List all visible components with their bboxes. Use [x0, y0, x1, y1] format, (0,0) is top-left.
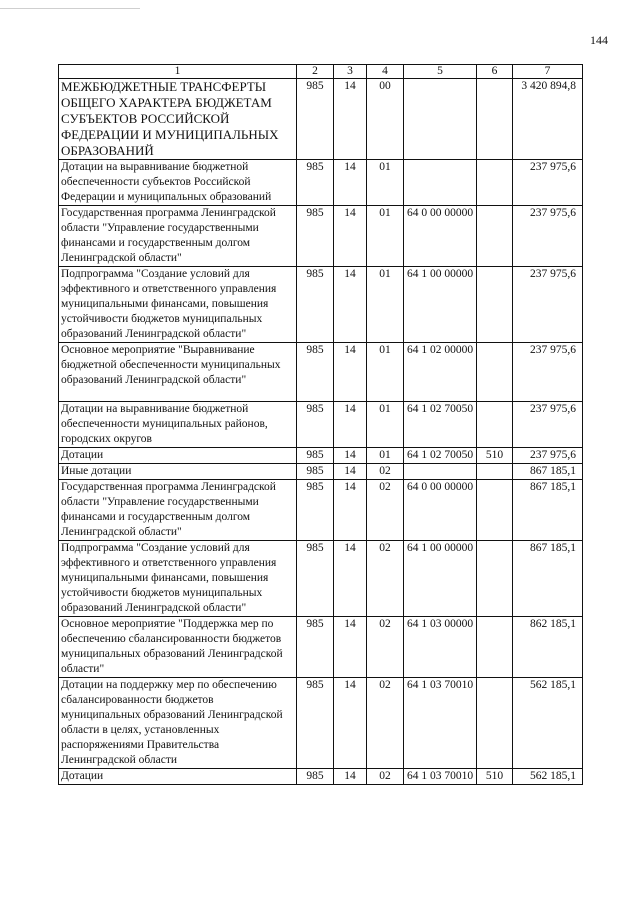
header-col-5: 5 [404, 65, 477, 79]
row-amount: 237 975,6 [513, 448, 583, 464]
row-name: МЕЖБЮДЖЕТНЫЕ ТРАНСФЕРТЫ ОБЩЕГО ХАРАКТЕРА БЮДЖЕТАМ СУБЪЕКТОВ РОССИЙСКОЙ ФЕДЕРАЦИИ И МУНИЦИПАЛЬНЫХ ОБРАЗОВАНИЙ [59, 79, 297, 160]
row-expense-type [477, 678, 513, 769]
row-section: 14 [334, 79, 367, 160]
row-expense-type [477, 79, 513, 160]
row-name: Дотации [59, 769, 297, 785]
row-section: 14 [334, 160, 367, 206]
row-subsection: 02 [367, 617, 404, 678]
header-col-7: 7 [513, 65, 583, 79]
row-expense-type [477, 541, 513, 617]
row-admin-code: 985 [297, 541, 334, 617]
row-amount: 237 975,6 [513, 160, 583, 206]
row-expense-type [477, 160, 513, 206]
table-row [59, 343, 583, 402]
row-target-article: 64 1 02 00000 [404, 343, 477, 402]
row-name: Дотации на выравнивание бюджетной обеспеченности субъектов Российской Федерации и муниципальных образований [59, 160, 297, 206]
row-subsection: 01 [367, 206, 404, 267]
row-admin-code: 985 [297, 448, 334, 464]
row-admin-code: 985 [297, 402, 334, 448]
row-name: Подпрограмма "Создание условий для эффективного и ответственного управления муниципальными финансами, повышения устойчивости бюджетов муниципальных образований Ленинградской области" [59, 541, 297, 617]
row-admin-code: 985 [297, 160, 334, 206]
table-row [59, 267, 583, 343]
table-row [59, 541, 583, 617]
header-col-1: 1 [59, 65, 297, 79]
row-expense-type: 510 [477, 769, 513, 785]
row-amount: 237 975,6 [513, 267, 583, 343]
row-name: Иные дотации [59, 464, 297, 480]
row-expense-type [477, 402, 513, 448]
row-name: Дотации на поддержку мер по обеспечению сбалансированности бюджетов муниципальных образований Ленинградской области в целях, установленных распоряжениями Правительства Ленинградской области [59, 678, 297, 769]
row-section: 14 [334, 267, 367, 343]
table-row [59, 206, 583, 267]
row-subsection: 02 [367, 769, 404, 785]
row-amount: 237 975,6 [513, 343, 583, 402]
row-name: Государственная программа Ленинградской области "Управление государственными финансами и государственным долгом Ленинградской области" [59, 480, 297, 541]
row-target-article [404, 160, 477, 206]
row-name: Основное мероприятие "Выравнивание бюджетной обеспеченности муниципальных образований Ленинградской области" [59, 343, 297, 402]
row-amount: 237 975,6 [513, 402, 583, 448]
row-name: Государственная программа Ленинградской области "Управление государственными финансами и государственным долгом Ленинградской области" [59, 206, 297, 267]
row-subsection: 01 [367, 448, 404, 464]
row-section: 14 [334, 617, 367, 678]
row-expense-type: 510 [477, 448, 513, 464]
header-col-6: 6 [477, 65, 513, 79]
row-admin-code: 985 [297, 480, 334, 541]
row-expense-type [477, 480, 513, 541]
row-admin-code: 985 [297, 464, 334, 480]
row-amount: 237 975,6 [513, 206, 583, 267]
row-subsection: 02 [367, 464, 404, 480]
row-name: Подпрограмма "Создание условий для эффективного и ответственного управления муниципальными финансами, повышения устойчивости бюджетов муниципальных образований Ленинградской области" [59, 267, 297, 343]
table-row [59, 678, 583, 769]
row-expense-type [477, 343, 513, 402]
table-row [59, 464, 583, 480]
scan-edge-line [0, 0, 140, 9]
row-expense-type [477, 206, 513, 267]
table-row [59, 402, 583, 448]
row-admin-code: 985 [297, 79, 334, 160]
budget-table [58, 64, 583, 785]
row-target-article: 64 1 03 70010 [404, 678, 477, 769]
header-col-4: 4 [367, 65, 404, 79]
row-admin-code: 985 [297, 769, 334, 785]
row-target-article: 64 0 00 00000 [404, 206, 477, 267]
row-section: 14 [334, 206, 367, 267]
row-target-article: 64 1 00 00000 [404, 267, 477, 343]
row-target-article: 64 1 00 00000 [404, 541, 477, 617]
row-section: 14 [334, 448, 367, 464]
table-row [59, 769, 583, 785]
row-expense-type [477, 617, 513, 678]
row-expense-type [477, 267, 513, 343]
row-section: 14 [334, 678, 367, 769]
row-target-article: 64 0 00 00000 [404, 480, 477, 541]
row-subsection: 02 [367, 541, 404, 617]
row-amount: 562 185,1 [513, 769, 583, 785]
row-subsection: 02 [367, 678, 404, 769]
row-admin-code: 985 [297, 678, 334, 769]
row-amount: 862 185,1 [513, 617, 583, 678]
row-subsection: 01 [367, 343, 404, 402]
row-subsection: 01 [367, 267, 404, 343]
header-col-3: 3 [334, 65, 367, 79]
header-col-2: 2 [297, 65, 334, 79]
row-subsection: 01 [367, 402, 404, 448]
row-amount: 867 185,1 [513, 541, 583, 617]
row-subsection: 01 [367, 160, 404, 206]
row-section: 14 [334, 402, 367, 448]
row-section: 14 [334, 769, 367, 785]
row-target-article: 64 1 03 00000 [404, 617, 477, 678]
row-target-article: 64 1 02 70050 [404, 448, 477, 464]
row-subsection: 00 [367, 79, 404, 160]
header-row [59, 65, 583, 79]
row-section: 14 [334, 343, 367, 402]
row-amount: 562 185,1 [513, 678, 583, 769]
table-row [59, 448, 583, 464]
table-row [59, 617, 583, 678]
row-amount: 3 420 894,8 [513, 79, 583, 160]
row-section: 14 [334, 541, 367, 617]
row-admin-code: 985 [297, 617, 334, 678]
row-subsection: 02 [367, 480, 404, 541]
row-target-article: 64 1 03 70010 [404, 769, 477, 785]
row-amount: 867 185,1 [513, 480, 583, 541]
row-target-article [404, 464, 477, 480]
page-number: 144 [590, 33, 608, 47]
row-name: Основное мероприятие "Поддержка мер по обеспечению сбалансированности бюджетов муниципальных образований Ленинградской области" [59, 617, 297, 678]
row-expense-type [477, 464, 513, 480]
table-row [59, 480, 583, 541]
row-name: Дотации на выравнивание бюджетной обеспеченности муниципальных районов, городских округов [59, 402, 297, 448]
row-name: Дотации [59, 448, 297, 464]
row-admin-code: 985 [297, 343, 334, 402]
row-target-article: 64 1 02 70050 [404, 402, 477, 448]
table-row [59, 160, 583, 206]
table-row [59, 79, 583, 160]
row-section: 14 [334, 480, 367, 541]
row-admin-code: 985 [297, 206, 334, 267]
row-amount: 867 185,1 [513, 464, 583, 480]
row-section: 14 [334, 464, 367, 480]
row-target-article [404, 79, 477, 160]
row-admin-code: 985 [297, 267, 334, 343]
